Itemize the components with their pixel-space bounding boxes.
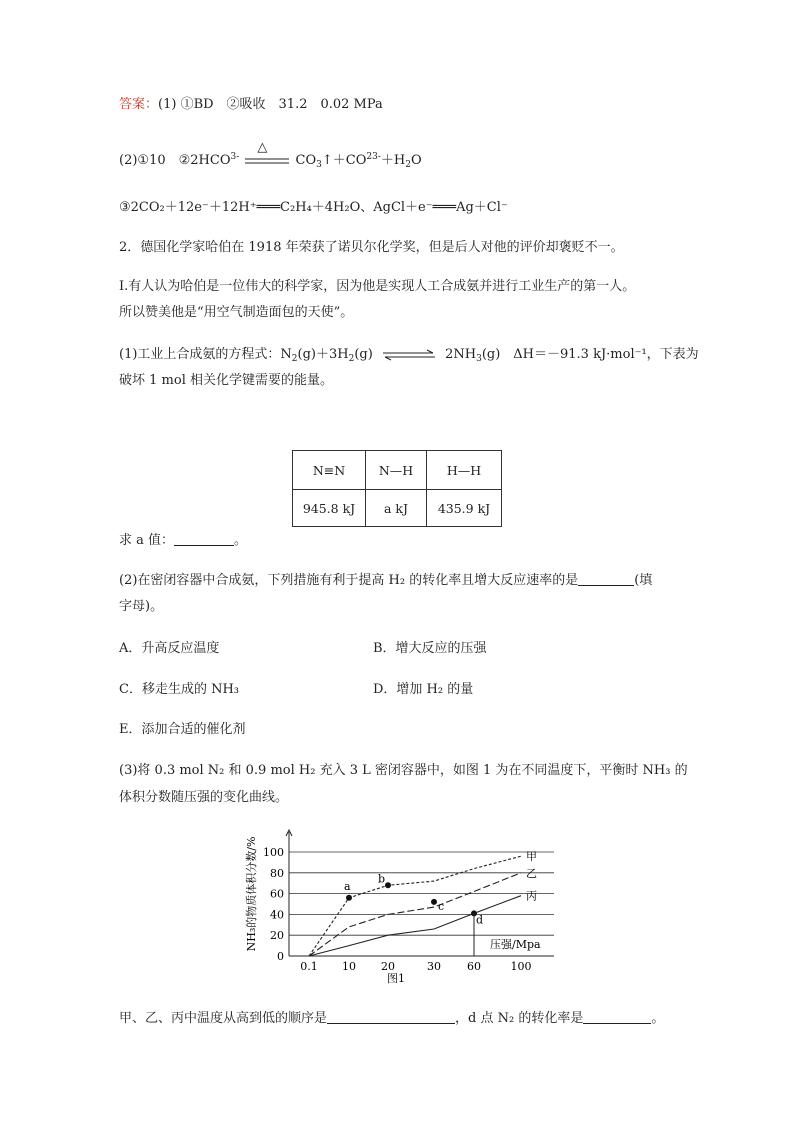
option-c: C．移走生成的 NH₃ [119, 682, 240, 697]
x-tick-label: 0.1 [300, 960, 318, 973]
x-tick-label: 10 [342, 960, 356, 973]
x-tick-label: 30 [427, 960, 441, 973]
x-axis-label: 压强/Mpa [490, 938, 541, 951]
series-label: 丙 [526, 889, 537, 903]
q1-line-2: 破坏 1 mol 相关化学键需要的能量。 [119, 373, 333, 388]
answer-q1: (1) ①BD ②吸收 31.2 0.02 MPa [158, 97, 383, 112]
bond-energy-table [292, 450, 502, 527]
y-tick-label: 20 [270, 929, 284, 943]
y-tick-label: 0 [277, 950, 284, 963]
x-tick-label: 100 [510, 960, 532, 973]
chart-grid [289, 852, 554, 935]
part1-line-1: Ⅰ.有人认为哈伯是一位伟大的科学家，因为他是实现人工合成氨并进行工业生产的第一人。 [119, 279, 636, 294]
y-axis-label: NH₃的物质体积分数/% [245, 836, 258, 952]
superscript: 3- [230, 152, 240, 162]
subscript: 3 [316, 160, 322, 170]
equation-text: 2NH [445, 347, 477, 362]
option-d: D．增加 H₂ 的量 [373, 682, 474, 697]
q2-text: (2)在密闭容器中合成氨，下列措施有利于提高 H₂ 的转化率且增大反应速率的是 [119, 573, 579, 588]
x-tick-label: 20 [381, 960, 395, 973]
x-tick-labels [300, 960, 531, 973]
q1-equation-line [119, 346, 699, 368]
q3-line-1: (3)将 0.3 mol N₂ 和 0.9 mol H₂ 充入 3 L 密闭容器中，如图 1 为在不同温度下，平衡时 NH₃ 的 [119, 763, 688, 778]
table-cell: 435.9 kJ [427, 490, 502, 527]
reversible-arrow-icon [381, 349, 437, 361]
answer-line-1 [119, 96, 383, 114]
q2-line-1 [119, 572, 652, 590]
y-tick-label: 40 [270, 908, 284, 922]
answer-blank[interactable] [174, 533, 234, 546]
y-tick-label: 100 [263, 846, 284, 859]
answer-line-2 [119, 139, 422, 174]
answer-blank[interactable] [327, 1011, 455, 1024]
subscript: 3 [476, 354, 482, 364]
equation-text: (g)＋3H [297, 347, 349, 362]
formula-text: CO [295, 153, 317, 168]
final-question-line [119, 1010, 664, 1028]
table-header-cell: H—H [427, 451, 502, 490]
option-e: E．添加合适的催化剂 [119, 722, 246, 737]
series-label: 乙 [526, 866, 537, 880]
formula-text: O [410, 153, 422, 168]
answer-label: 答案： [119, 97, 159, 112]
subscript: 2 [348, 354, 355, 364]
series-label: 甲 [526, 850, 537, 864]
equation-text: (g) [354, 347, 373, 362]
chart-title: 图1 [387, 972, 405, 985]
answer-q2-text: (2)①10 ②2HCO [119, 153, 231, 168]
table-cell: 945.8 kJ [293, 490, 366, 527]
answer-blank[interactable] [578, 573, 634, 586]
y-tick-label: 80 [270, 866, 284, 880]
formula-text: ↑＋CO [321, 153, 367, 168]
part1-line-2: 所以赞美他是“用空气制造面包的天使”。 [119, 305, 354, 320]
punctuation: 。 [234, 533, 248, 548]
point-label-d: d [476, 913, 484, 927]
final-text: 甲、乙、丙中温度从高到低的顺序是 [119, 1011, 328, 1026]
y-tick-label: 60 [270, 887, 284, 901]
point-label-c: c [438, 899, 445, 913]
option-a: A．升高反应温度 [119, 641, 220, 656]
point-label-a: a [344, 879, 351, 893]
q3-line-2: 体积分数随压强的变化曲线。 [119, 790, 289, 805]
nh3-fraction-chart [236, 822, 576, 992]
data-point-c [431, 899, 437, 905]
answer-blank[interactable] [583, 1011, 651, 1024]
table-header-cell: N—H [366, 451, 427, 490]
heat-symbol: △ [257, 139, 268, 155]
table-cell: a kJ [366, 490, 427, 527]
double-line-icon [243, 154, 291, 168]
ask-a-text: 求 a 值： [119, 533, 175, 548]
table-row [293, 451, 502, 490]
equation-text: (g) ΔH＝－91.3 kJ·mol⁻¹，下表为 [481, 347, 699, 362]
superscript: 23- [366, 152, 381, 162]
y-tick-labels [263, 846, 284, 963]
equation-text: (1)工业上合成氨的方程式：N [119, 347, 292, 362]
point-label-b: b [378, 872, 386, 886]
x-tick-label: 60 [467, 960, 481, 973]
answer-line-3: ③2CO₂＋12e⁻＋12H⁺═══C₂H₄＋4H₂O、AgCl＋e⁻═══Ag＋Cl⁻ [119, 200, 508, 215]
table-header-cell: N≡N [293, 451, 366, 490]
formula-text: ＋H [380, 153, 406, 168]
final-text: ，d 点 N₂ 的转化率是 [455, 1011, 584, 1026]
q2-text-end: (填 [634, 573, 653, 588]
punctuation: 。 [651, 1011, 665, 1026]
subscript: 2 [291, 354, 298, 364]
heat-equals-arrow [243, 139, 291, 168]
q2-line-2: 字母)。 [119, 599, 164, 614]
data-point-b [385, 882, 391, 888]
option-b: B．增大反应的压强 [373, 641, 487, 656]
ask-a-line [119, 532, 247, 550]
subscript: 2 [405, 160, 411, 170]
table-row [293, 490, 502, 527]
question-intro: 2．德国化学家哈伯在 1918 年荣获了诺贝尔化学奖，但是后人对他的评价却褒贬不一。 [119, 240, 624, 255]
data-point-a [346, 895, 352, 901]
